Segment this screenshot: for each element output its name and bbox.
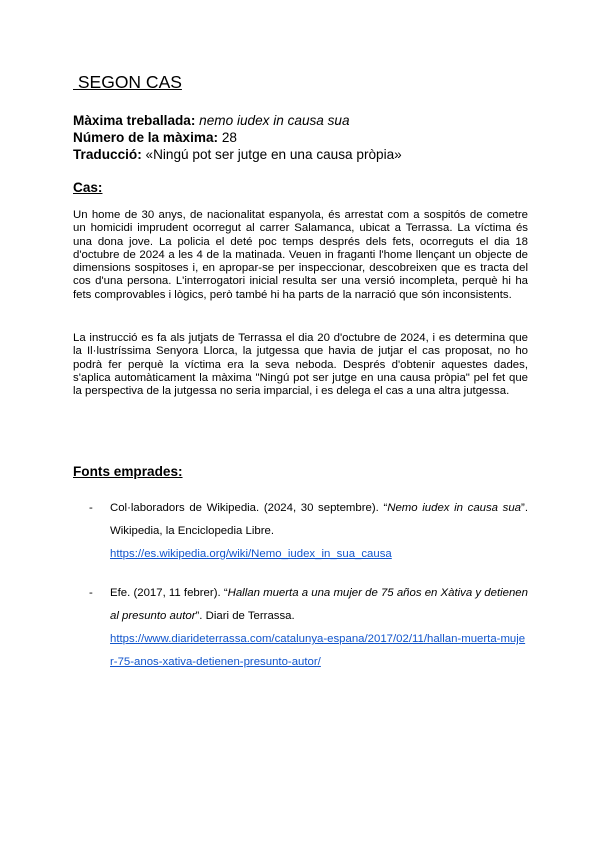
case-paragraph-1: Un home de 30 anys, de nacionalitat espanyola, és arrestat com a sospitós de cometre un homicidi imprudent ocorregut al carrer Salamanca, ubicat a Terrassa. La víctima és una dona jove. La policia el deté poc temps després dels fets, ocorreguts el dia 18 d'octubre de 2024 a les 4 de la matinada. Veuen in fraganti l'home llençant un objecte de dimensions sospitoses i, en apropar-se per inspeccionar, descobreixen que es tracta del cos d'una persona. L'interrogatori inicial resulta ser una versió incompleta, perquè hi ha fets comprovables i lògics, però també hi ha parts de la narració que són inconsistents. [73,209,528,301]
source-item-1 [110,497,528,566]
maxim-label: Màxima treballada: [73,113,196,128]
translation-value: «Ningú pot ser jutge en una causa pròpia» [145,147,402,162]
maxim-line [73,112,350,129]
source-2-title: Hallan muerta a una mujer de 75 años en Xàtiva y detienen al presunto autor [110,587,528,622]
maxim-number-line [73,129,237,146]
source-2-prefix: Efe. (2017, 11 febrer). “ [110,587,228,599]
source-1-suffix: ”. Wikipedia, la Enciclopedia Libre. [110,502,528,537]
translation-label: Traducció: [73,147,142,162]
maxim-number-label: Número de la màxima: [73,130,219,145]
source-1-link[interactable]: https://es.wikipedia.org/wiki/Nemo_iudex_in_sua_causa [110,548,392,560]
maxim-value: nemo iudex in causa sua [199,113,350,128]
source-bullet-2: - [89,587,93,599]
maxim-number-value: 28 [221,130,237,145]
translation-line [73,146,402,163]
source-2-link[interactable]: https://www.diarideterrassa.com/catalunya-espana/2017/02/11/hallan-muerta-mujer-75-anos-xativa-detienen-presunto-autor/ [110,633,526,668]
source-bullet-1: - [89,502,93,514]
sources-heading: Fonts emprades: [73,464,183,479]
source-item-2 [110,582,528,674]
source-2-suffix: ”. Diari de Terrassa. [195,610,295,622]
case-heading: Cas: [73,180,103,195]
source-1-title: Nemo iudex in causa sua [387,502,522,514]
source-1-prefix: Col·laboradors de Wikipedia. (2024, 30 septembre). “ [110,502,388,514]
case-paragraph-2: La instrucció es fa als jutjats de Terrassa el dia 20 d'octubre de 2024, i es determina que la Il·lustríssima Senyora Llorca, la jutgessa que havia de jutjar el cas proposat, no ho podrà fer perquè la víctima era la seva neboda. Després d'obtenir aquestes dades, s'aplica automàticament la màxima "Ningú pot ser jutge en una causa pròpia" pel fet que la perspectiva de la jutgessa no seria imparcial, i es delega el cas a una altra jutgessa. [73,332,528,398]
page-title: SEGON CAS [73,72,182,92]
